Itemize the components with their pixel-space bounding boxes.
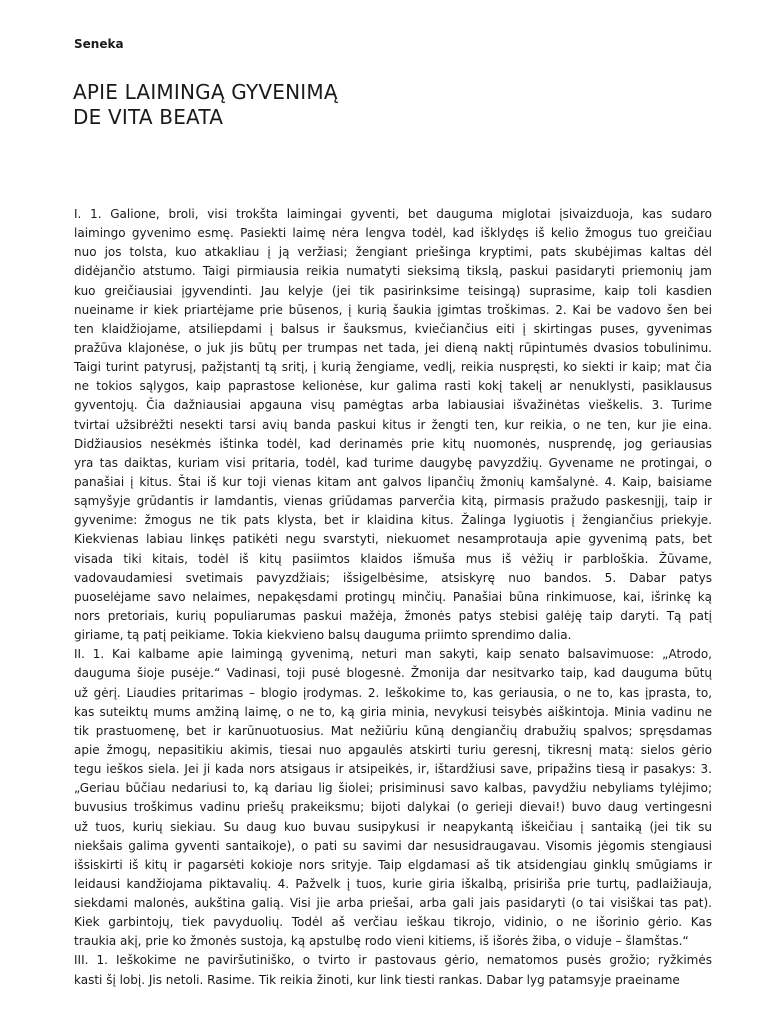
text-line: nors pretoriais, kurių populiarumas paskui mažėja, žmonės patys stebisi galėję taip daryti. Tą patį [74, 608, 712, 623]
text-line: III. 1. Ieškokime ne paviršutiniško, o tvirto ir pastovaus gėrio, nematomos pusės grožio; ryžkimės [74, 953, 712, 968]
text-line: leidausi kandžiojama piktavalių. 4. Pažvelk į tuos, kurie giria iškalbą, prisiriša prie turtų, padlaižiauja, [74, 876, 712, 891]
text-line: nuo jos tolsta, kuo atkakliau į ją veržiasi; žengiant priešinga kryptimi, pats skubėjimas kaltas dėl [74, 245, 712, 260]
paragraph [74, 951, 712, 989]
text-line: visada tiki kitais, todėl iš kitų pasiimtos klaidos išmuša mus iš vėžių ir parbloškia. Žūvame, [74, 551, 712, 566]
text-line: niekšais galima gyventi santaikoje), o pati su savimi dar nesusidraugavau. Visomis jėgomis stengiausi [74, 838, 712, 853]
text-line: apie žmogų, nepasitikiu akimis, tiesai nuo apgaulės atskirti turiu geresnį, tikresnį matą: sielos gėrio [74, 742, 712, 757]
text-line: siekdami malonės, aukština galią. Visi jie arba priešai, arba gali jais pasidaryti (o tai visiškai tas pat). [74, 896, 712, 911]
text-line: gyvenime: žmogus ne tik pats klysta, bet ir klaidina kitus. Žalinga lygiuotis į žengiančius priekyje. [74, 513, 712, 528]
text-line: didėjančio atstumo. Taigi pirmiausia reikia numatyti sieksimą tikslą, paskui pasidaryti priemonių jam [74, 264, 712, 279]
text-line: kasti šį lobį. Jis netoli. Rasime. Tik reikia žinoti, kur link tiesti rankas. Dabar lyg patamsyje praeiname [74, 972, 680, 987]
text-line: buvusius troškimus vadinu priešų prakeiksmu; bijoti dalykai (o gerieji dievai!) buvo daug vertingesni [74, 800, 712, 815]
text-line: tegu ieškos siela. Jei ji kada nors atsigaus ir atsipeikės, ir, ištardžiusi save, pripažins tiesą ir pasakys: 3. [74, 762, 712, 777]
text-line: tvirtai užsibrėžti nesekti tarsi avių banda paskui kitus ir žengti ten, kur reikia, o ne ten, kur jie eina. [74, 417, 712, 432]
text-line: yra tas daiktas, kuriam visi pritaria, todėl, kad turime daugybę pavyzdžių. Gyvename ne protingai, o [74, 455, 712, 470]
text-line: nueiname ir kiek priartėjame prie būsenos, į kurią šaukia įgimtas troškimas. 2. Kai be vadovo šen bei [74, 302, 712, 317]
text-line: tik prastuomenę, bet ir karūnuotuosius. Mat nežiūriu kūną dengiančių drabužių spalvos; spręsdamas [74, 723, 712, 738]
text-line: išsiskirti iš kitų ir pagarsėti kokioje nors srityje. Taip elgdamasi aš tik atsidengiau ginklų smūgiams ir [74, 857, 712, 872]
text-line: kuo greičiausiai įgyvendinti. Jau kelyje (jei tik pasirinksime teisingą) suprasime, kaip toli kasdien [74, 283, 712, 298]
text-line: Kiek garbintojų, tiek pavyduolių. Todėl aš verčiau ieškau tikrojo, vidinio, o ne išorinio gėrio. Kas [74, 915, 712, 930]
paragraph [74, 645, 712, 951]
text-line: laimingo gyvenimo esmę. Pasiekti laimę nėra lengva todėl, kad išklydęs iš kelio žmogus tuo greičiau [74, 226, 712, 241]
text-line: ne tokios sąlygos, kaip paprastose kelionėse, kur galima rasti kokį takelį ar nenuklysti, pasiklausus [74, 379, 712, 394]
text-line: giriame, tą patį peikiame. Tokia kiekvieno balsų dauguma priimto sprendimo dalia. [74, 628, 572, 643]
title-lithuanian: APIE LAIMINGĄ GYVENIMĄ [73, 80, 338, 104]
text-line: ten klaidžiojame, atsiliepdami į balsus ir šauksmus, kviečiančius eiti į skirtingas puses, gyvenimas [74, 321, 712, 336]
text-line: Didžiausios nesėkmės ištinka todėl, kad derinamės prie kitų nuomonės, nusprendę, jog geriausias [74, 436, 712, 451]
text-line: puoselėjame savo nelaimes, nepakęsdami protingų minčių. Panašiai būna rinkimuose, kai, išrinkę ką [74, 589, 712, 604]
title-latin: DE VITA BEATA [73, 105, 224, 129]
text-line: Taigi turint patyrusį, pažįstantį tą sritį, į kurią žengiame, vedlį, reikia nuspręsti, ko siekti ir kaip; mat čia [74, 360, 712, 375]
author-name: Seneka [74, 37, 124, 51]
text-line: dauguma šioje pusėje.“ Vadinasi, toji pusė blogesnė. Žmonija dar nesitvarko taip, kad dauguma būtų [74, 666, 712, 681]
text-line: traukia akį, prie ko žmonės sustoja, ką apstulbę rodo vieni kitiems, iš išorės žiba, o viduje – šlamštas.“ [74, 934, 689, 949]
text-line: gyventojų. Čia dažniausiai apgauna visų pamėgtas arba labiausiai išvažinėtas vieškelis. 3. Turime [74, 398, 712, 413]
text-line: vadovaudamiesi svetimais pavyzdžiais; išsigelbėsime, atsiskyrę nuo bandos. 5. Dabar patys [74, 570, 712, 585]
text-line: už gėrį. Liaudies pritarimas – blogio įrodymas. 2. Ieškokime to, kas geriausia, o ne to, kas įprasta, to, [74, 685, 712, 700]
text-line: už tuos, kurių siekiau. Su daug kuo buvau susipykusi ir neapykantą iškeičiau į santaiką (jei tik su [74, 819, 712, 834]
body-text [74, 205, 712, 990]
text-line: „Geriau būčiau nedariusi to, ką dariau lig šiolei; prisiminusi savo kalbas, pavydžiu nebyliams tylėjimo; [74, 781, 712, 796]
text-line: sąmyšyje grūdantis ir lamdantis, vienas griūdamas parverčia kitą, pirmasis pražudo paskesnįjį, taip ir [74, 494, 712, 509]
text-line: I. 1. Galione, broli, visi trokšta laimingai gyventi, bet dauguma miglotai įsivaizduoja, kas sudaro [74, 207, 712, 221]
text-line: kas suteiktų mums amžiną laimę, o ne to, ką giria minia, nevykusi teisybės aiškintoja. Minia vadinu ne [74, 704, 712, 719]
text-line: panašiai į kitus. Štai iš kur toji vienas kitam ant galvos lipančių žmonių kamšalynė. 4. Kaip, baisiame [74, 474, 712, 489]
paragraph [74, 205, 712, 645]
document-title [73, 80, 338, 130]
text-line: II. 1. Kai kalbame apie laimingą gyvenimą, neturi man sakyti, kaip senato balsavimuose: „Atrodo, [74, 647, 712, 662]
text-line: pražūva klajonėse, o juk jis būtų per trumpas net tada, jei dieną naktį rūpintumės dvasios tobulinimu. [74, 340, 712, 355]
text-line: Kiekvienas labiau linkęs patikėti negu svarstyti, niekuomet nesamprotauja apie gyvenimą pats, bet [74, 532, 712, 547]
